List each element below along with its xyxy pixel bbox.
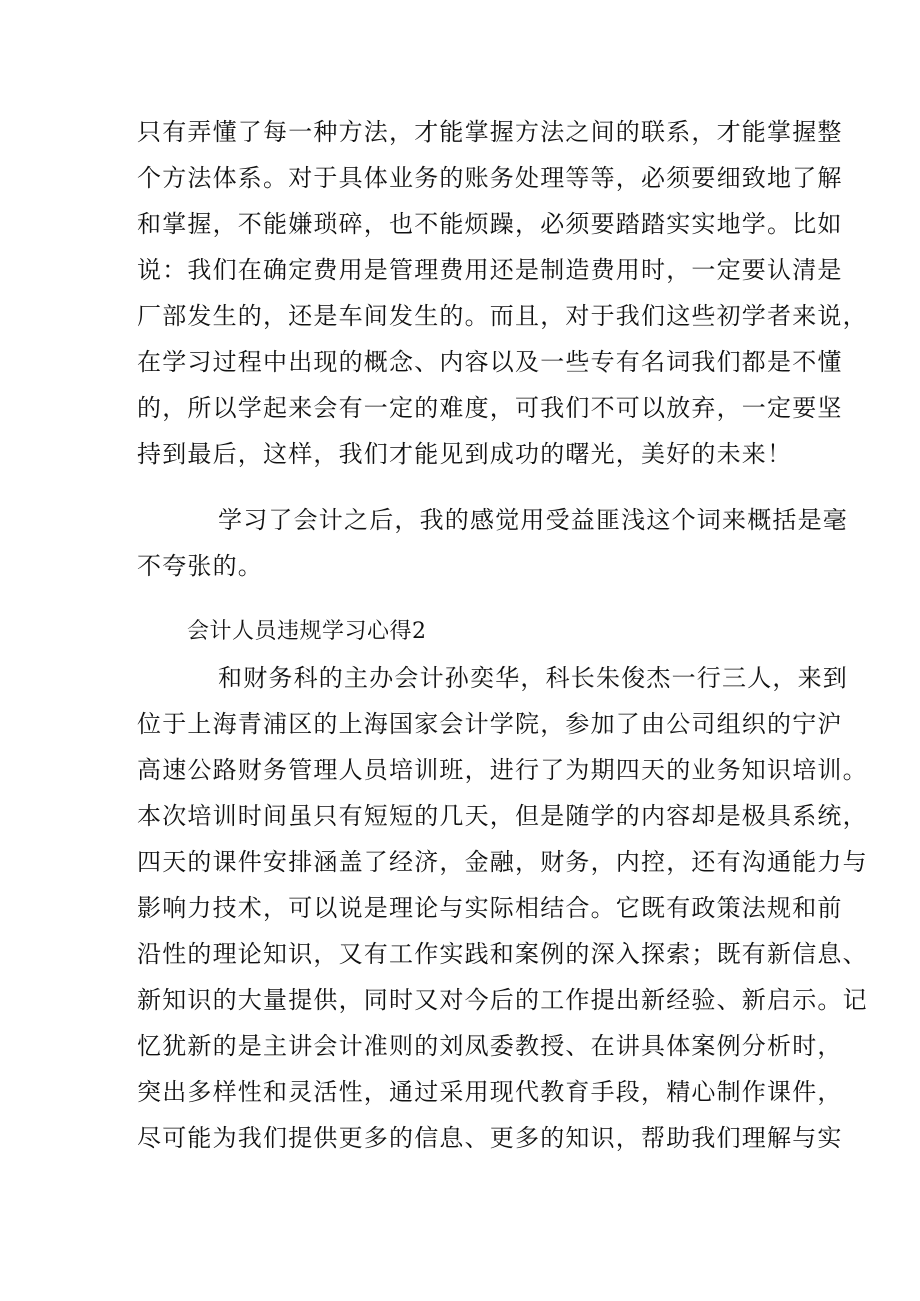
paragraph-3-line-11: 尽可能为我们提供更多的信息、更多的知识，帮助我们理解与实 (137, 1124, 843, 1152)
paragraph-1-line-4: 说：我们在确定费用是管理费用还是制造费用时，一定要认清是 (137, 256, 843, 284)
paragraph-1-line-1: 只有弄懂了每一种方法，才能掌握方法之间的联系，才能掌握整 (137, 118, 843, 146)
paragraph-1-line-2: 个方法体系。对于具体业务的账务处理等等，必须要细致地了解 (137, 164, 843, 192)
paragraph-1-line-8: 持到最后，这样，我们才能见到成功的曙光，美好的未来！ (137, 440, 793, 468)
paragraph-3-line-3: 高速公路财务管理人员培训班，进行了为期四天的业务知识培训。 (137, 756, 868, 784)
paragraph-1-line-3: 和掌握，不能嫌琐碎，也不能烦躁，必须要踏踏实实地学。比如 (137, 210, 843, 238)
paragraph-3-line-4: 本次培训时间虽只有短短的几天，但是随学的内容却是极具系统， (137, 802, 868, 830)
paragraph-3-line-1: 和财务科的主办会计孙奕华，科长朱俊杰一行三人，来到 (218, 664, 848, 692)
section-heading: 会计人员违规学习心得2 (187, 619, 427, 644)
paragraph-3-line-5: 四天的课件安排涵盖了经济，金融，财务，内控，还有沟通能力与 (137, 848, 868, 876)
paragraph-3-line-6: 影响力技术，可以说是理论与实际相结合。它既有政策法规和前 (137, 894, 843, 922)
paragraph-3-line-9: 忆犹新的是主讲会计准则的刘凤委教授、在讲具体案例分析时， (137, 1032, 843, 1060)
paragraph-1-line-7: 的，所以学起来会有一定的难度，可我们不可以放弃，一定要坚 (137, 394, 843, 422)
paragraph-1-line-6: 在学习过程中出现的概念、内容以及一些专有名词我们都是不懂 (137, 348, 843, 376)
paragraph-3-line-8: 新知识的大量提供，同时又对今后的工作提出新经验、新启示。记 (137, 986, 868, 1014)
paragraph-3-line-7: 沿性的理论知识，又有工作实践和案例的深入探索；既有新信息、 (137, 940, 868, 968)
paragraph-1-line-5: 厂部发生的，还是车间发生的。而且，对于我们这些初学者来说， (137, 302, 868, 330)
paragraph-2-line-2: 不夸张的。 (137, 552, 263, 580)
paragraph-3-line-2: 位于上海青浦区的上海国家会计学院，参加了由公司组织的宁沪 (137, 710, 843, 738)
paragraph-3-line-10: 突出多样性和灵活性，通过采用现代教育手段，精心制作课件， (137, 1078, 843, 1106)
paragraph-2-line-1: 学习了会计之后，我的感觉用受益匪浅这个词来概括是毫 (218, 506, 848, 534)
